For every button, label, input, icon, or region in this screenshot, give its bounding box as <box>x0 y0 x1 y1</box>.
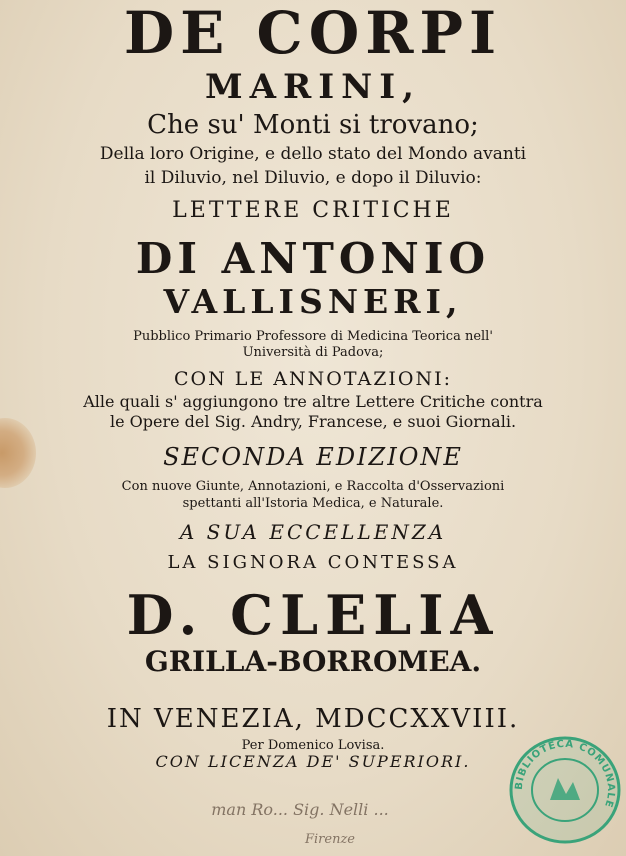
handwritten-note-2: Firenze <box>304 832 355 847</box>
dedicatee-line-1: D. CLELIA <box>126 583 500 647</box>
library-stamp <box>506 734 624 846</box>
annotations-line-1: Alle quali s' aggiungono tre altre Lettere Critiche contra <box>83 392 543 411</box>
edition-line: SECONDA EDIZIONE <box>163 443 463 471</box>
edition-note-line-2: spettanti all'Istoria Medica, e Naturale. <box>182 496 444 511</box>
annotations-line-2: le Opere del Sig. Andry, Francese, e suoi Giornali. <box>109 412 517 431</box>
title-line-2: MARINI, <box>205 67 421 107</box>
author-title-line-1: Pubblico Primario Professore di Medicina Teorica nell' <box>133 329 493 344</box>
dedication-line-2: LA SIGNORA CONTESSA <box>167 552 459 573</box>
description-line-2: il Diluvio, nel Diluvio, e dopo il Diluvio: <box>144 168 482 188</box>
imprint-publisher: Per Domenico Lovisa. <box>241 738 385 753</box>
genre-line: LETTERE CRITICHE <box>172 198 454 223</box>
author-line-2: VALLISNERI, <box>163 282 463 321</box>
dedication-line-1: A SUA ECCELLENZA <box>179 520 447 544</box>
handwritten-note-1: man Ro... Sig. Nelli ... <box>211 800 389 819</box>
imprint-place-date: IN VENEZIA, MDCCXXVIII. <box>106 704 520 734</box>
stamp-text: BIBLIOTECA COMUNALE <box>513 738 617 810</box>
subtitle-line: Che su' Monti si trovano; <box>147 110 479 140</box>
title-line-1: DE CORPI <box>123 0 503 67</box>
description-line-1: Della loro Origine, e dello stato del Mondo avanti <box>99 144 527 164</box>
author-line-1: DI ANTONIO <box>135 234 491 283</box>
imprint-license: CON LICENZA DE' SUPERIORI. <box>155 752 471 771</box>
edition-note-line-1: Con nuove Giunte, Annotazioni, e Raccolta d'Osservazioni <box>121 479 505 494</box>
dedicatee-line-2: GRILLA-BORROMEA. <box>144 645 482 678</box>
author-title-line-2: Università di Padova; <box>242 345 384 360</box>
annotations-heading: CON LE ANNOTAZIONI: <box>173 368 453 390</box>
